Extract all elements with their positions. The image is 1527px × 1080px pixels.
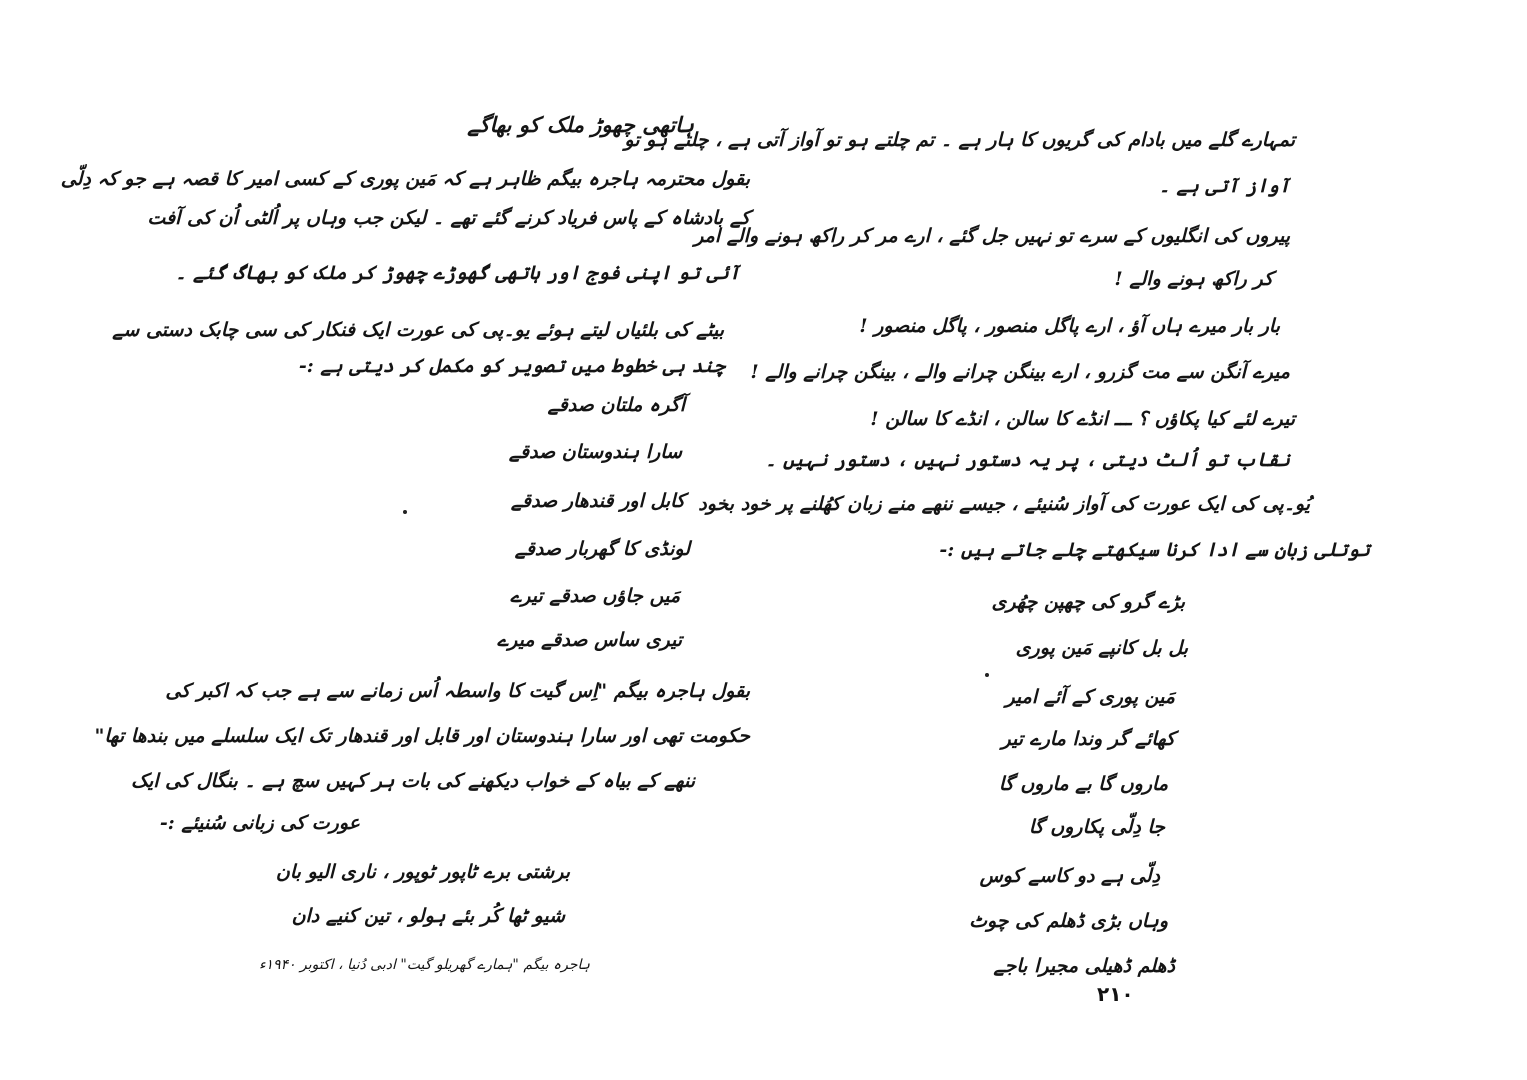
right-line-7: تیرے لئے کیا پکاؤں ؟ ـــ انڈے کا سالن ، انڈے کا سالن !	[870, 408, 1295, 430]
verse-line-2: سارا ہندوستان صدقے	[508, 441, 682, 463]
right-line-3: پیروں کی انگلیوں کے سرے تو نہیں جل گئے ، ارے مر کر راکھ ہونے والے امر	[694, 225, 1290, 247]
text-line-1-rest: ظاہر ہے کہ مَین پوری کے کسی امیر کا قصہ ہے جو کہ دِلّی	[60, 168, 541, 190]
right-line-4: کر راکھ ہونے والے !	[1114, 268, 1273, 290]
right-line-10: توتلی زبان سے ادا کرنا سیکھتے چلے جاتے ہیں :-	[939, 539, 1370, 561]
verse-line-6: تیری ساس صدقے میرے	[497, 629, 682, 651]
right-verse-2: بل بل کانپے مَین پوری	[1015, 637, 1188, 659]
right-verse-8: وہاں بڑی ڈھلم کی چوٹ	[969, 910, 1168, 932]
verse-line-1: آگرہ ملتان صدقے	[547, 394, 685, 416]
bengali-verse-2: شیو ٹھا کُر بئے ہولو ، تین کنیے دان	[291, 905, 565, 927]
right-line-5: بار بار میرے ہاں آؤ ، ارے پاگل منصور ، پاگل منصور !	[859, 315, 1280, 337]
text-line-2: کے بادشاہ کے پاس فریاد کرنے گئے تھے ۔ لیکن جب وہاں پر اُلٹی اُن کی آفت	[147, 207, 750, 229]
text-line-7: حکومت تھی اور سارا ہندوستان اور قابل اور قندھار تک ایک سلسلے میں بندھا تھا"	[94, 725, 750, 747]
right-line-8: نقاب تو اُلٹ دیتی ، پر یہ دستور نہیں ، دستور نہیں ۔	[765, 449, 1290, 471]
right-verse-3: مَین پوری کے آئے امیر	[1005, 686, 1175, 708]
bengali-verse-1: برشتی برے ٹاپور ٹوپور ، ناری الیو بان	[275, 861, 570, 883]
section-heading: ہاتھی چھوڑ ملک کو بھاگے	[467, 112, 694, 137]
text-line-4: بیٹے کی بلئیاں لیتے ہوئے یو۔پی کی عورت ایک فنکار کی سی چابک دستی سے	[112, 319, 724, 341]
right-verse-1: بڑے گرو کی چھپن چھُری	[991, 591, 1185, 613]
footnote: ہاجرہ بیگم "ہمارے گھریلو گیت" ادبی دُنیا ، اکتوبر ۱۹۴۰ء	[258, 957, 590, 973]
text-line-1a	[61, 164, 750, 194]
verse-line-5: مَیں جاؤں صدقے تیرے	[510, 585, 680, 607]
text-line-3: آئی تو اپنی فوج اور ہاتھی گھوڑے چھوڑ کر ملک کو بھاگ گئے ۔	[175, 262, 740, 284]
ink-speck	[403, 510, 407, 514]
text-line-1-start: بقول محترمہ ہاجرہ بیگم	[547, 168, 750, 190]
right-verse-9: ڈھلم ڈھیلی مجیرا باجے	[993, 955, 1175, 977]
right-line-1: تمہارے گلے میں بادام کی گریوں کا ہار ہے ۔ تم چلتے ہو تو آواز آتی ہے ، چلتے ہو تو	[624, 129, 1295, 151]
text-line-5: چند ہی خطوط میں تصویر کو مکمل کر دیتی ہے :-	[298, 355, 725, 377]
text-line-6: بقول ہاجرہ بیگم "اِس گیت کا واسطہ اُس زمانے سے ہے جب کہ اکبر کی	[165, 680, 750, 702]
right-line-2: آواز آتی ہے ۔	[1158, 175, 1290, 197]
right-verse-5: ماروں گا بے ماروں گا	[998, 773, 1168, 795]
left-page	[60, 0, 750, 1080]
right-line-9: یُو۔پی کی ایک عورت کی آواز سُنیئے ، جیسے ننھے منے زبان کھُلنے پر خود بخود	[698, 493, 1310, 515]
right-line-6: میرے آنگن سے مت گزرو ، ارے بینگن چرانے والے ، بینگن چرانے والے !	[750, 361, 1290, 383]
verse-line-4: لونڈی کا گھربار صدقے	[514, 538, 690, 560]
text-line-8: ننھے کے بیاہ کے خواب دیکھنے کی بات ہر کہیں سچ ہے ۔ بنگال کی ایک	[130, 770, 695, 792]
page-number: ۲۱۰	[1097, 982, 1134, 1006]
right-verse-4: کھائے گر وندا مارے تیر	[1001, 728, 1175, 750]
ink-speck	[985, 673, 989, 677]
text-line-9: عورت کی زبانی سُنیئے :-	[159, 812, 360, 834]
right-verse-6: جا دِلّی پکاروں گا	[1028, 816, 1165, 838]
verse-line-3: کابل اور قندھار صدقے	[510, 490, 685, 512]
right-verse-7: دِلّی ہے دو کاسے کوس	[979, 865, 1160, 887]
